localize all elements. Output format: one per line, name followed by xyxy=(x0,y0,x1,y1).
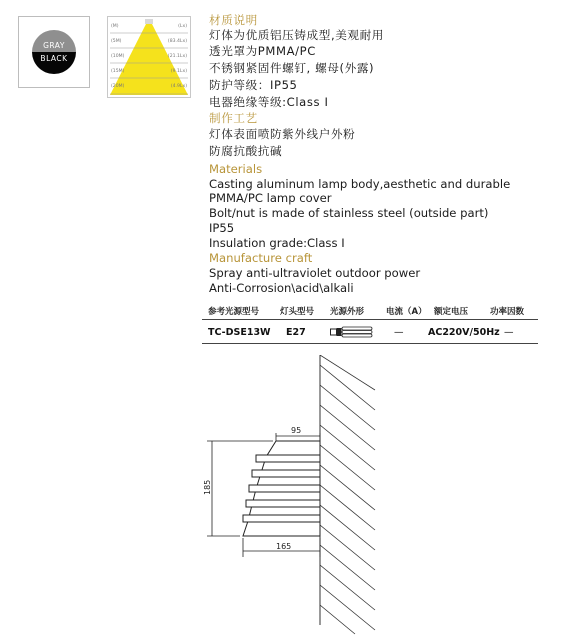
material-line-cn: 不锈钢紧固件螺钉, 螺母(外露) xyxy=(209,61,375,75)
lux-row xyxy=(111,65,187,78)
material-line-cn: 电器绝缘等级:Class Ⅰ xyxy=(209,95,329,109)
product-table xyxy=(202,303,538,345)
lux-value: (83.4Lx) xyxy=(167,39,187,44)
material-line-en: IP55 xyxy=(209,221,235,235)
lamp-profile xyxy=(243,441,320,536)
lux-row xyxy=(111,50,187,63)
craft-line-cn: 灯体表面喷防紫外线户外粉 xyxy=(209,127,356,141)
lux-row xyxy=(111,35,187,48)
table-cell-power-factor: — xyxy=(504,327,514,338)
craft-heading-cn: 制作工艺 xyxy=(209,111,258,125)
light-distribution-chart xyxy=(107,16,191,98)
lux-distance: (15M) xyxy=(111,69,125,74)
material-line-en: PMMA/PC lamp cover xyxy=(209,191,332,205)
lux-value: (21.1Lx) xyxy=(167,54,187,59)
lamp-louver xyxy=(256,455,320,462)
lamp-louver xyxy=(243,515,320,522)
material-line-en: Casting aluminum lamp body,aesthetic and durable xyxy=(209,177,511,191)
lamp-louver xyxy=(252,470,320,477)
craft-line-cn: 防腐抗酸抗碱 xyxy=(209,144,283,158)
lamp-louver xyxy=(249,485,320,492)
craft-line-en: Spray anti-ultraviolet outdoor power xyxy=(209,266,421,280)
swatch-gray-label: GRAY xyxy=(32,30,76,52)
table-divider xyxy=(202,319,538,320)
dimension-bottom-label: 165 xyxy=(276,542,292,551)
lux-row xyxy=(111,80,187,93)
cfl-lamp-icon xyxy=(330,326,374,338)
lux-distance: (M) xyxy=(111,24,119,29)
wall-hatching xyxy=(320,355,375,634)
dimension-top-label: 95 xyxy=(291,426,302,435)
craft-line-en: Anti-Corrosion\acid\alkali xyxy=(209,281,354,295)
craft-heading-en: Manufacture craft xyxy=(209,251,313,265)
material-heading-cn: 材质说明 xyxy=(209,13,258,27)
lux-distance: (10M) xyxy=(111,54,125,59)
material-line-en: Bolt/nut is made of stainless steel (outside part) xyxy=(209,206,489,220)
table-header-power-factor: 功率因数 xyxy=(490,307,525,317)
table-header-base: 灯头型号 xyxy=(280,307,315,317)
table-cell-current: — xyxy=(394,327,404,338)
table-cell-model: TC-DSE13W xyxy=(208,327,271,338)
swatch-black-label: BLACK xyxy=(32,52,76,74)
lux-row xyxy=(111,20,187,33)
material-line-cn: 透光罩为PMMA/PC xyxy=(209,44,316,58)
color-circle xyxy=(32,30,76,74)
lux-value: (Lx) xyxy=(178,24,187,29)
lamp-louver xyxy=(246,500,320,507)
material-heading-en: Materials xyxy=(209,162,263,176)
material-line-cn: 防护等级：IP55 xyxy=(209,78,298,92)
lux-value: (4.9Lx) xyxy=(170,84,187,89)
table-header-lamp-model: 参考光源型号 xyxy=(208,307,260,317)
material-line-en: Insulation grade:Class I xyxy=(209,236,345,250)
table-header-shape: 光源外形 xyxy=(330,307,365,317)
table-cell-base: E27 xyxy=(286,327,306,338)
color-swatch xyxy=(18,16,90,88)
lux-value: (9.1Lx) xyxy=(170,69,187,74)
lux-distance: (20M) xyxy=(111,84,125,89)
lux-distance: (5M) xyxy=(111,39,122,44)
table-cell-voltage: AC220V/50Hz xyxy=(428,327,500,338)
dimension-height-label: 185 xyxy=(203,479,212,495)
technical-drawing xyxy=(190,355,571,640)
material-line-cn: 灯体为优质铝压铸成型,美观耐用 xyxy=(209,28,384,42)
table-bottom-rule xyxy=(202,343,538,344)
table-header-current: 电流（A） xyxy=(386,307,427,317)
table-header-voltage: 额定电压 xyxy=(434,307,469,317)
